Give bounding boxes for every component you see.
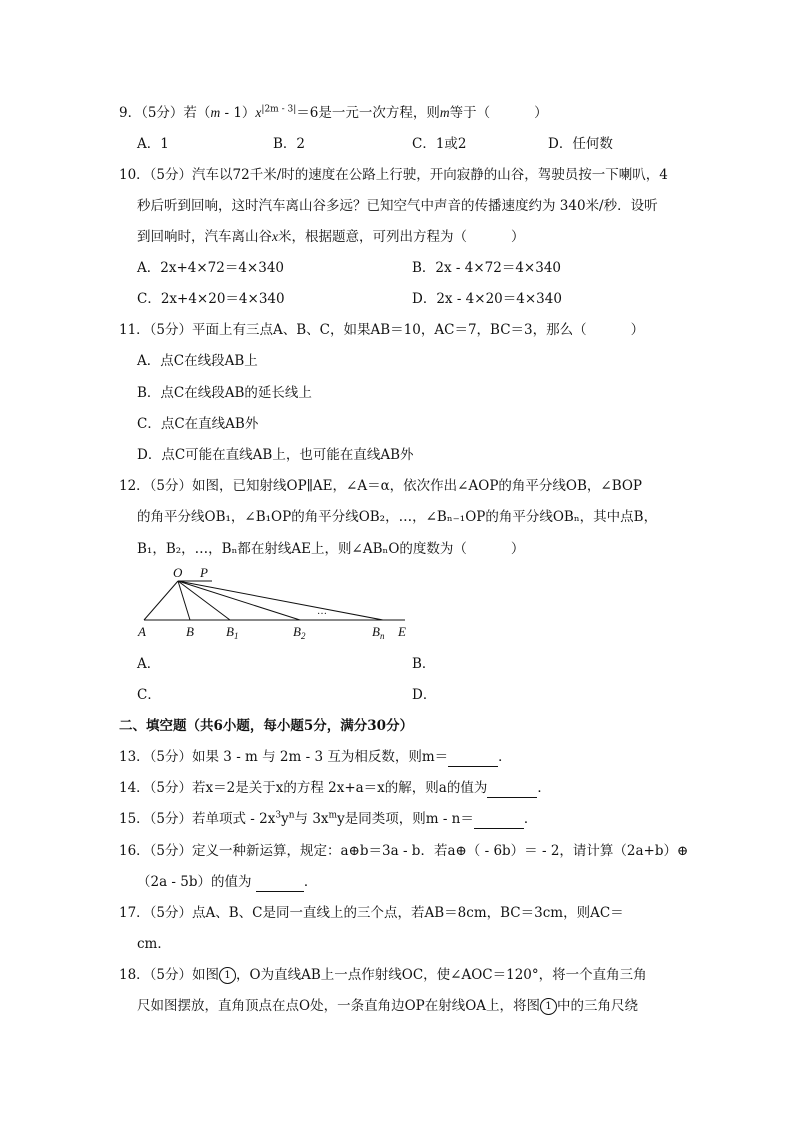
label-bn: $B_n$ — [372, 624, 385, 641]
q10-option-c[interactable]: C．2x+4×20＝4×340 — [137, 291, 285, 307]
label-dots: … — [317, 606, 327, 617]
q10-line1: 10．（5分）汽车以72千米/时的速度在公路上行驶，开向寂静的山谷，驾驶员按一下喇叭，4 — [119, 167, 668, 183]
label-o: O — [173, 565, 183, 580]
q16-answer-blank[interactable] — [256, 873, 304, 892]
q10-line2: 秒后听到回响，这时汽车离山谷多远？已知空气中声音的传播速度约为 340米/秒．设听 — [137, 198, 658, 214]
label-b1: $B_1$ — [226, 624, 239, 641]
q17-line1: 17．（5分）点A、B、C是同一直线上的三个点，若AB＝8cm，BC＝3cm，则AC＝ — [119, 905, 624, 921]
q12-line3: B₁，B₂，…，Bₙ都在射线AE上，则∠ABₙO的度数为（ ） — [137, 541, 525, 557]
q10-line3: 到回响时，汽车离山谷x米，根据题意，可列出方程为（ ） — [137, 229, 525, 245]
circled-one-icon: 1 — [219, 967, 236, 984]
q12-option-d[interactable]: D． — [412, 687, 437, 703]
q11-option-c[interactable]: C．点C在直线AB外 — [137, 416, 259, 432]
label-b: B — [186, 624, 194, 639]
q11-option-d[interactable]: D．点C可能在直线AB上，也可能在直线AB外 — [137, 447, 414, 463]
label-e: E — [398, 624, 406, 639]
q15-answer-blank[interactable] — [474, 810, 524, 829]
q9-option-c[interactable]: C．1或2 — [412, 136, 467, 152]
q12-line2: 的角平分线OB₁，∠B₁OP的角平分线OB₂，…，∠Bₙ₋₁OP的角平分线OBₙ，其中点B， — [137, 509, 658, 525]
q9-option-a[interactable]: A．1 — [137, 136, 169, 152]
q9-stem: 9．（5分）若$(m - 1)x^{|2m - 3|}=6$是一元一次方程，则m等于（ ） — [119, 104, 548, 121]
q18-line2: 尺如图摆放，直角顶点在点O处，一条直角边OP在射线OA上，将图 1 中的三角尺绕 — [137, 998, 639, 1014]
q11-stem: 11．（5分）平面上有三点A、B、C，如果AB＝10，AC＝7，BC＝3，那么（ ） — [119, 322, 645, 338]
q11-option-a[interactable]: A．点C在线段AB上 — [137, 353, 258, 369]
label-b2: $B_2$ — [293, 624, 306, 641]
q18-line1: 18．（5分）如图 1 ，O为直线AB上一点作射线OC，使∠AOC＝120°，将一个直角三角 — [119, 967, 647, 983]
q12-option-b[interactable]: B． — [412, 656, 436, 672]
q10-option-a[interactable]: A．2x+4×72＝4×340 — [137, 260, 285, 276]
segment-ob1 — [178, 581, 230, 620]
q10-option-d[interactable]: D．2x - 4×20＝4×340 — [412, 291, 562, 307]
q12-option-c[interactable]: C． — [137, 687, 161, 703]
q14: 14．（5分）若x＝2是关于x的方程 2x+a＝x的解，则a的值为 ． — [119, 780, 551, 796]
q11-option-b[interactable]: B．点C在线段AB的延长线上 — [137, 385, 312, 401]
q9-option-d[interactable]: D．任何数 — [548, 136, 613, 152]
q15: 15．（5分）若单项式 - $2x^3y^n$与 $3x^my$是同类项，则m - n＝ ． — [119, 810, 538, 827]
q17-line2: cm． — [137, 936, 171, 952]
segment-oa — [144, 581, 178, 620]
q16-line1: 16．（5分）定义一种新运算，规定：a⊕b＝3a - b．若a⊕（ - 6b）＝ - 2，请计算（2a+b）⊕ — [119, 843, 689, 859]
q12-figure — [130, 564, 420, 644]
q10-option-b[interactable]: B．2x - 4×72＝4×340 — [412, 260, 562, 276]
q12-option-a[interactable]: A． — [137, 656, 161, 672]
label-a: A — [138, 624, 146, 639]
circled-one-icon: 1 — [540, 998, 557, 1015]
label-p: P — [200, 565, 208, 580]
q13: 13．（5分）如果 3 - m 与 2m - 3 互为相反数，则m＝ ． — [119, 749, 512, 765]
q14-answer-blank[interactable] — [487, 779, 537, 798]
section-title: 二、填空题（共6小题，每小题5分，满分30分） — [119, 718, 414, 734]
segment-ob — [178, 581, 190, 620]
q13-answer-blank[interactable] — [448, 748, 498, 767]
q9-option-b[interactable]: B．2 — [273, 136, 306, 152]
q12-line1: 12．（5分）如图，已知射线OP∥AE，∠A＝α，依次作出∠AOP的角平分线OB，∠BOP — [119, 478, 643, 494]
q16-line2: （2a - 5b）的值为 ． — [137, 874, 318, 890]
